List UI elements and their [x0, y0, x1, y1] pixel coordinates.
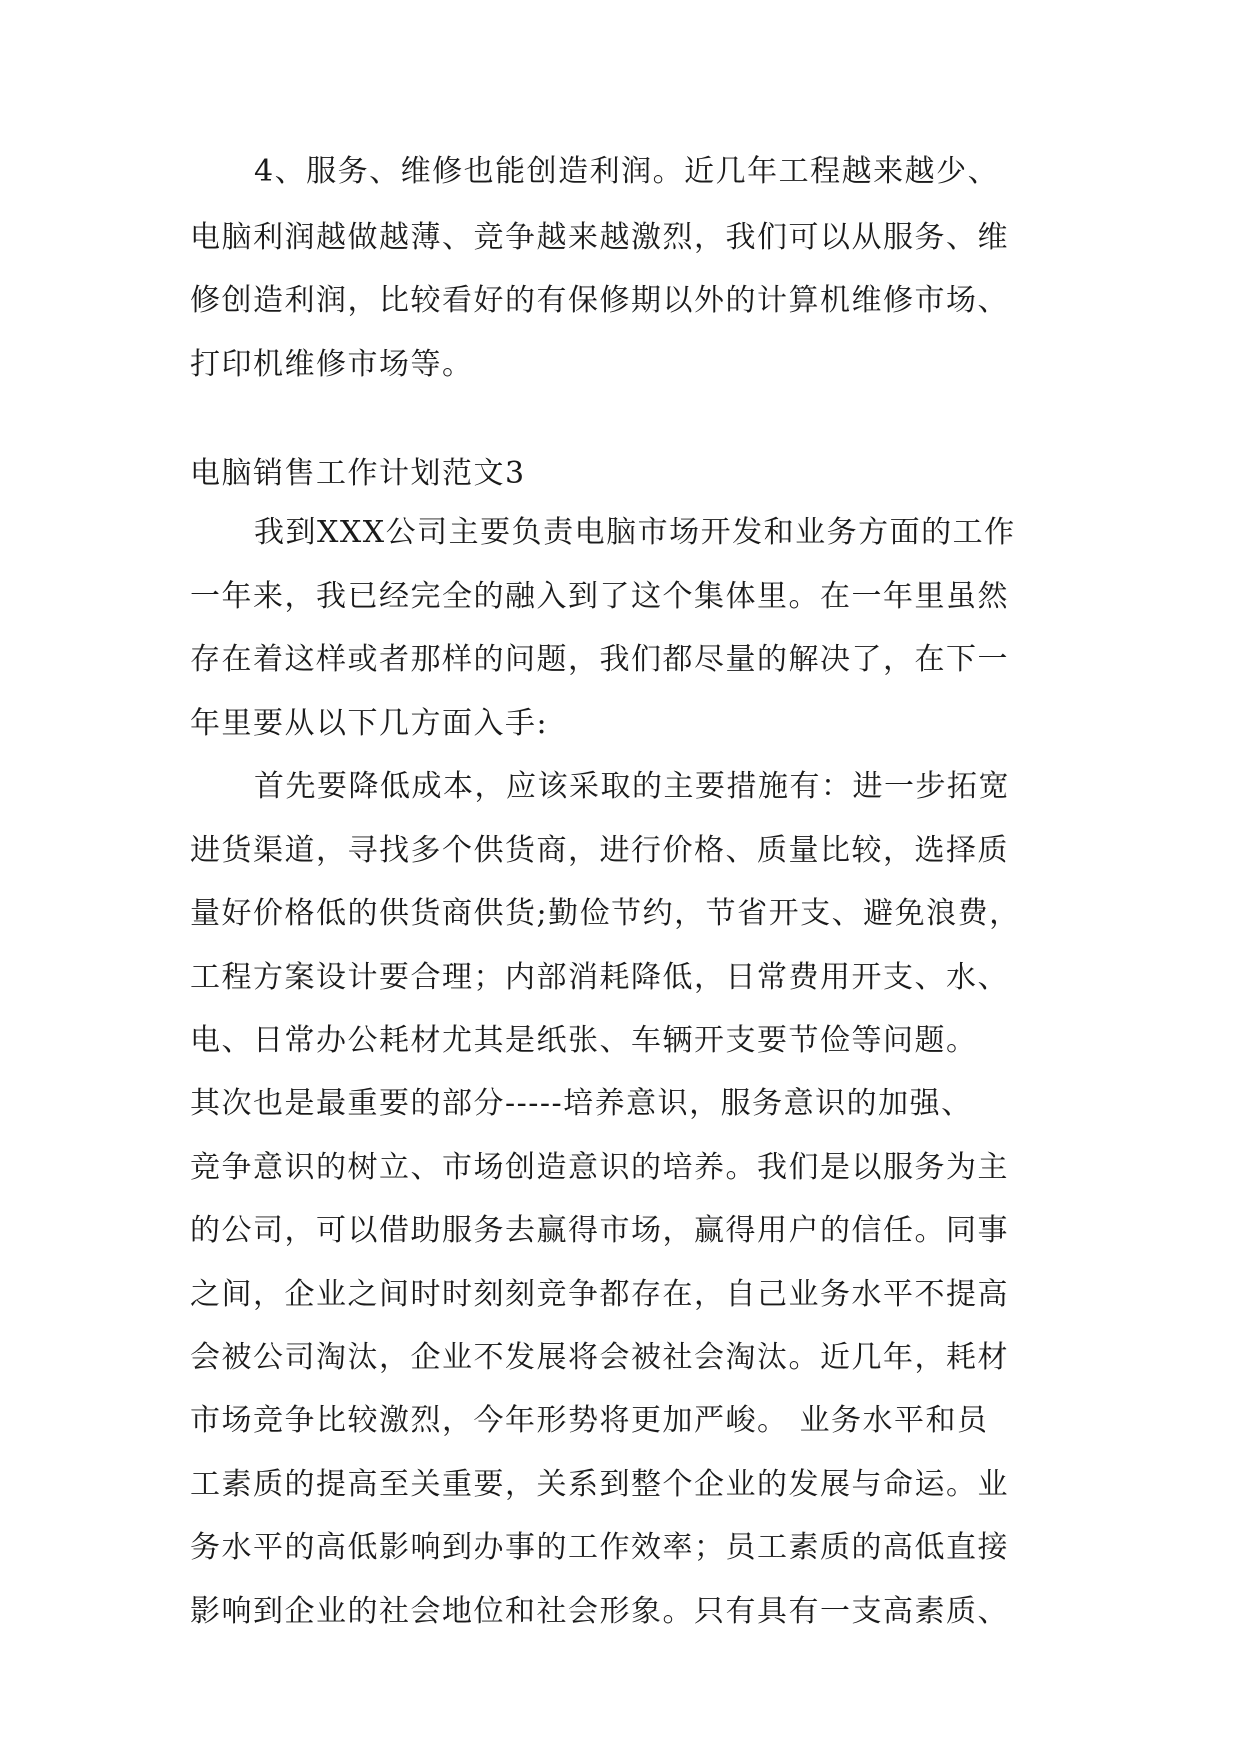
paragraph-3-line-6: 其次也是最重要的部分-----培养意识，服务意识的加强、 [190, 1086, 973, 1121]
paragraph-1-line-2: 电脑利润越做越薄、竞争越来越激烈，我们可以从服务、维 [190, 220, 1009, 255]
paragraph-3-line-12: 工素质的提高至关重要，关系到整个企业的发展与命运。业 [190, 1467, 1009, 1502]
section-heading: 电脑销售工作计划范文3 [190, 456, 526, 491]
paragraph-3-line-8: 的公司，可以借助服务去赢得市场，赢得用户的信任。同事 [190, 1213, 1009, 1248]
paragraph-2-line-2: 一年来，我已经完全的融入到了这个集体里。在一年里虽然 [190, 579, 1009, 614]
paragraph-2-line-4: 年里要从以下几方面入手: [190, 706, 549, 741]
paragraph-3-line-9: 之间，企业之间时时刻刻竞争都存在，自己业务水平不提高 [190, 1277, 1009, 1312]
paragraph-3-line-5: 电、日常办公耗材尤其是纸张、车辆开支要节俭等问题。 [190, 1023, 978, 1058]
paragraph-1-line-4: 打印机维修市场等。 [190, 347, 474, 382]
paragraph-1-line-3: 修创造利润，比较看好的有保修期以外的计算机维修市场、 [190, 283, 1009, 318]
paragraph-3-line-11: 市场竞争比较激烈，今年形势将更加严峻。 业务水平和员 [190, 1403, 989, 1438]
paragraph-3-line-7: 竞争意识的树立、市场创造意识的培养。我们是以服务为主 [190, 1150, 1009, 1185]
paragraph-3-line-3: 量好价格低的供货商供货;勤俭节约，节省开支、避免浪费， [190, 896, 1021, 931]
paragraph-3-line-14: 影响到企业的社会地位和社会形象。只有具有一支高素质、 [190, 1594, 1009, 1629]
paragraph-3-line-10: 会被公司淘汰，企业不发展将会被社会淘汰。近几年，耗材 [190, 1340, 1009, 1375]
paragraph-3-line-1: 首先要降低成本，应该采取的主要措施有：进一步拓宽 [254, 769, 1010, 804]
paragraph-1-line-1: 4、服务、维修也能创造利润。近几年工程越来越少、 [254, 154, 1000, 189]
paragraph-3-line-13: 务水平的高低影响到办事的工作效率；员工素质的高低直接 [190, 1530, 1009, 1565]
paragraph-3-line-2: 进货渠道，寻找多个供货商，进行价格、质量比较，选择质 [190, 833, 1009, 868]
paragraph-3-line-4: 工程方案设计要合理；内部消耗降低，日常费用开支、水、 [190, 960, 1009, 995]
paragraph-2-line-1: 我到XXX公司主要负责电脑市场开发和业务方面的工作 [254, 515, 1016, 550]
paragraph-2-line-3: 存在着这样或者那样的问题，我们都尽量的解决了，在下一 [190, 642, 1009, 677]
